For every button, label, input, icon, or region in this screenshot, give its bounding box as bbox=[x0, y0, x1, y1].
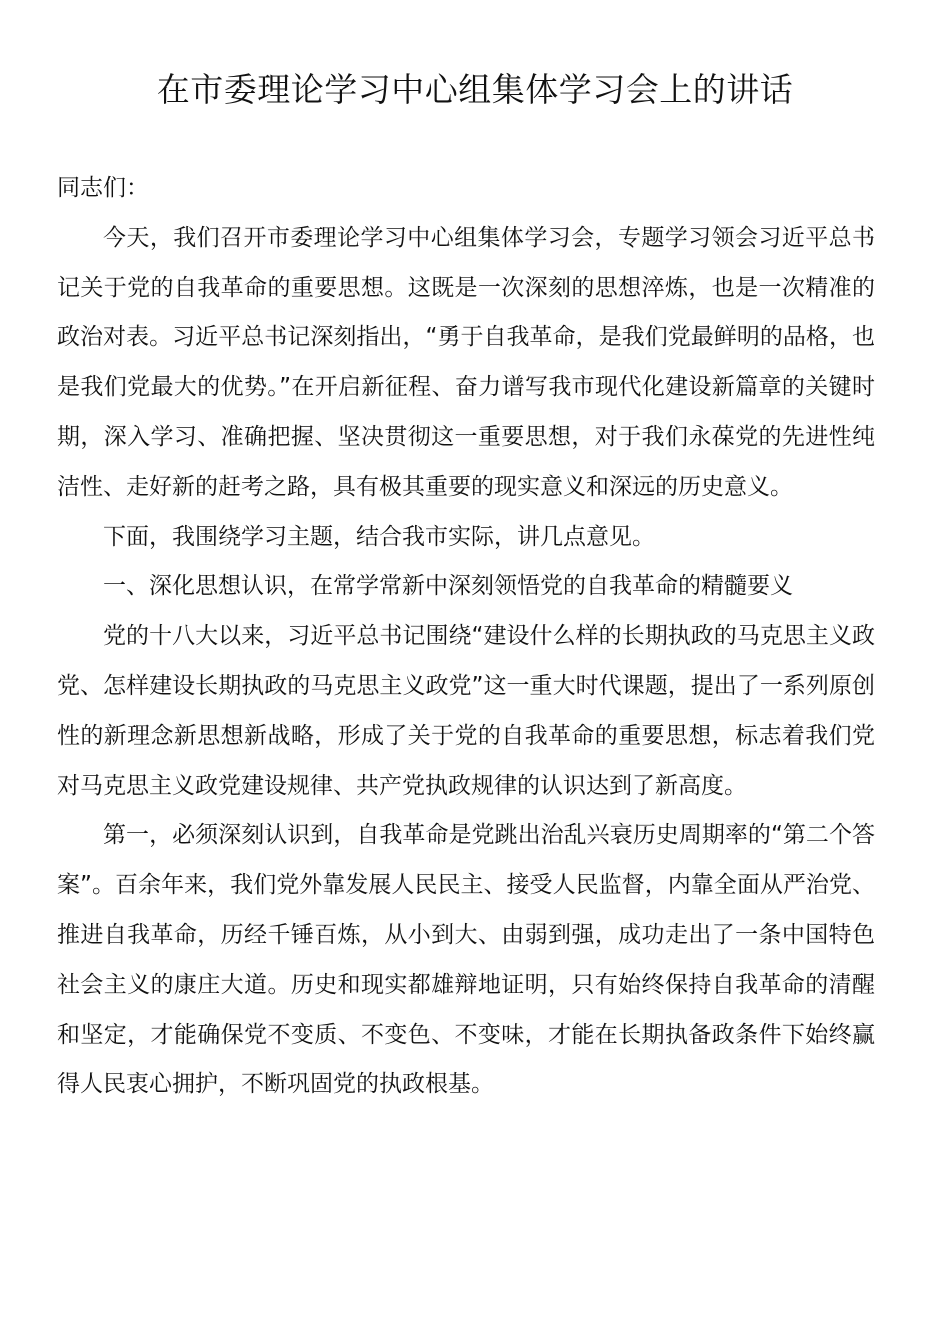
paragraph-outline: 下面，我围绕学习主题，结合我市实际，讲几点意见。 bbox=[103, 523, 655, 550]
document-body bbox=[57, 164, 875, 1110]
document-title: 在市委理论学习中心组集体学习会上的讲话 bbox=[156, 70, 794, 109]
paragraph-section-2: 第一，必须深刻认识到，自我革命是党跳出治乱兴衰历史周期率的“第二个答案”。百余年来，我们党外靠发展人民民主、接受人民监督，内靠全面从严治党、推进自我革命，历经千锤百炼，从小到大、由弱到强，成功走出了一条中国特色社会主义的康庄大道。历史和现实都雄辩地证明，只有始终保持自我革命的清醒和坚定，才能确保党不变质、不变色、不变味，才能在长期执备政条件下始终赢得人民衷心拥护，不断巩固党的执政根基。 bbox=[57, 822, 875, 1098]
paragraph-intro: 今天，我们召开市委理论学习中心组集体学习会，专题学习领会习近平总书记关于党的自我革命的重要思想。这既是一次深刻的思想淬炼，也是一次精准的政治对表。习近平总书记深刻指出，“勇于自我革命，是我们党最鲜明的品格，也是我们党最大的优势。”在开启新征程、奋力谱写我市现代化建设新篇章的关键时期，深入学习、准确把握、坚决贯彻这一重要思想，对于我们永葆党的先进性纯洁性、走好新的赶考之路，具有极其重要的现实意义和深远的历史意义。 bbox=[57, 224, 875, 500]
section-heading: 一、深化思想认识，在常学常新中深刻领悟党的自我革命的精髓要义 bbox=[103, 573, 793, 600]
salutation: 同志们： bbox=[57, 175, 149, 201]
paragraph-section-1: 党的十八大以来，习近平总书记围绕“建设什么样的长期执政的马克思主义政党、怎样建设长期执政的马克思主义政党”这一重大时代课题，提出了一系列原创性的新理念新思想新战略，形成了关于党的自我革命的重要思想，标志着我们党对马克思主义政党建设规律、共产党执政规律的认识达到了新高度。 bbox=[57, 623, 875, 799]
